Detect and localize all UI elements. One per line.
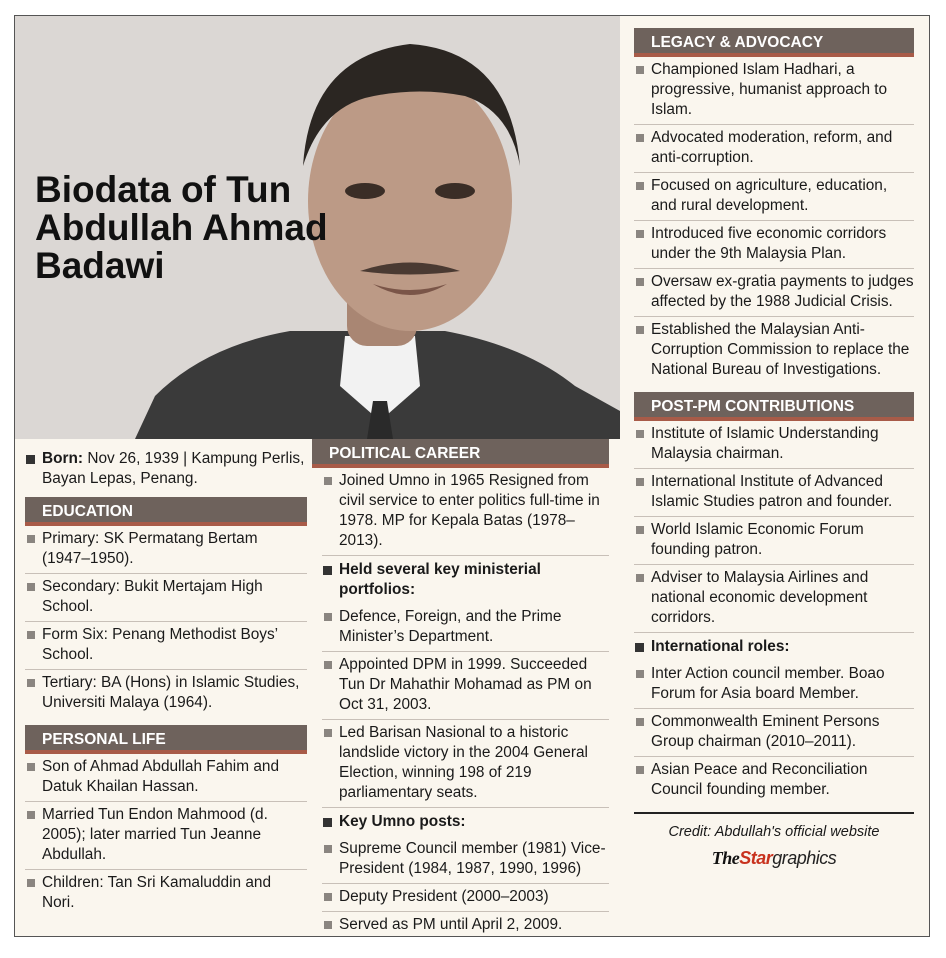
ministerial-list bbox=[322, 604, 609, 808]
list-item: Introduced five economic corridors under the 9th Malaysia Plan. bbox=[634, 221, 914, 269]
legacy-list bbox=[634, 57, 914, 384]
political-career-list bbox=[322, 468, 609, 556]
list-item: Institute of Islamic Understanding Malaysia chairman. bbox=[634, 421, 914, 469]
international-roles-subheading: International roles: bbox=[634, 633, 914, 661]
list-item: Commonwealth Eminent Persons Group chairman (2010–2011). bbox=[634, 709, 914, 757]
list-item: Advocated moderation, reform, and anti-corruption. bbox=[634, 125, 914, 173]
international-roles-list bbox=[634, 661, 914, 804]
brand-part-graphics: graphics bbox=[772, 848, 837, 868]
born-info bbox=[25, 446, 307, 497]
credit-text: Credit: Abdullah's official website bbox=[668, 824, 880, 840]
list-item: Joined Umno in 1965 Resigned from civil service to enter politics full-time in 1978. MP for Kepala Batas (1978–2013). bbox=[322, 468, 609, 555]
right-column bbox=[634, 28, 914, 869]
legacy-heading: LEGACY & ADVOCACY bbox=[634, 28, 914, 57]
post-pm-heading: POST-PM CONTRIBUTIONS bbox=[634, 392, 914, 421]
left-column bbox=[25, 446, 307, 917]
umno-posts-subheading: Key Umno posts: bbox=[322, 808, 609, 836]
infographic bbox=[14, 15, 930, 937]
list-item: Son of Ahmad Abdullah Fahim and Datuk Khailan Hassan. bbox=[25, 754, 307, 802]
list-item: Primary: SK Permatang Bertam (1947–1950). bbox=[25, 526, 307, 574]
personal-life-heading: PERSONAL LIFE bbox=[25, 725, 307, 754]
middle-column bbox=[322, 439, 609, 937]
list-item: Form Six: Penang Methodist Boys’ School. bbox=[25, 622, 307, 670]
brand-part-star: Star bbox=[739, 848, 773, 868]
list-item: Supreme Council member (1981) Vice-President (1984, 1987, 1990, 1996) bbox=[322, 836, 609, 884]
credit-area bbox=[634, 812, 914, 869]
portrait-area bbox=[15, 16, 620, 439]
list-item: Children: Tan Sri Kamaluddin and Nori. bbox=[25, 870, 307, 917]
born-text: Nov 26, 1939 | Kampung Perlis, Bayan Lepas, Penang. bbox=[42, 450, 305, 487]
list-item: Inter Action council member. Boao Forum for Asia board Member. bbox=[634, 661, 914, 709]
list-item: Oversaw ex-gratia payments to judges affected by the 1988 Judicial Crisis. bbox=[634, 269, 914, 317]
list-item: Led Barisan Nasional to a historic landslide victory in the 2004 General Election, winning 198 of 219 parliamentary seats. bbox=[322, 720, 609, 807]
list-item: Tertiary: BA (Hons) in Islamic Studies, Universiti Malaya (1964). bbox=[25, 670, 307, 717]
brand-part-the: The bbox=[711, 848, 740, 868]
list-item: International Institute of Advanced Islamic Studies patron and founder. bbox=[634, 469, 914, 517]
list-item: Adviser to Malaysia Airlines and national economic development corridors. bbox=[634, 565, 914, 632]
education-heading: EDUCATION bbox=[25, 497, 307, 526]
list-item: Championed Islam Hadhari, a progressive, humanist approach to Islam. bbox=[634, 57, 914, 125]
list-item: Defence, Foreign, and the Prime Minister’s Department. bbox=[322, 604, 609, 652]
list-item: World Islamic Economic Forum founding patron. bbox=[634, 517, 914, 565]
list-item: Served as PM until April 2, 2009. bbox=[322, 912, 609, 937]
list-item: Focused on agriculture, education, and rural development. bbox=[634, 173, 914, 221]
list-item: Appointed DPM in 1999. Succeeded Tun Dr Mahathir Mohamad as PM on Oct 31, 2003. bbox=[322, 652, 609, 720]
political-career-heading: POLITICAL CAREER bbox=[312, 439, 609, 468]
brand-logo bbox=[634, 848, 914, 869]
personal-life-list bbox=[25, 754, 307, 917]
list-item: Married Tun Endon Mahmood (d. 2005); later married Tun Jeanne Abdullah. bbox=[25, 802, 307, 870]
list-item: Secondary: Bukit Mertajam High School. bbox=[25, 574, 307, 622]
list-item: Asian Peace and Reconciliation Council founding member. bbox=[634, 757, 914, 804]
ministerial-portfolios-subheading: Held several key ministerial portfolios: bbox=[322, 556, 609, 604]
umno-posts-list bbox=[322, 836, 609, 937]
list-item: Deputy President (2000–2003) bbox=[322, 884, 609, 912]
education-list bbox=[25, 526, 307, 717]
born-label: Born: bbox=[42, 450, 84, 467]
list-item: Established the Malaysian Anti-Corruption Commission to replace the National Bureau of Investigations. bbox=[634, 317, 914, 384]
post-pm-list bbox=[634, 421, 914, 633]
page-title: Biodata of Tun Abdullah Ahmad Badawi bbox=[35, 169, 328, 286]
